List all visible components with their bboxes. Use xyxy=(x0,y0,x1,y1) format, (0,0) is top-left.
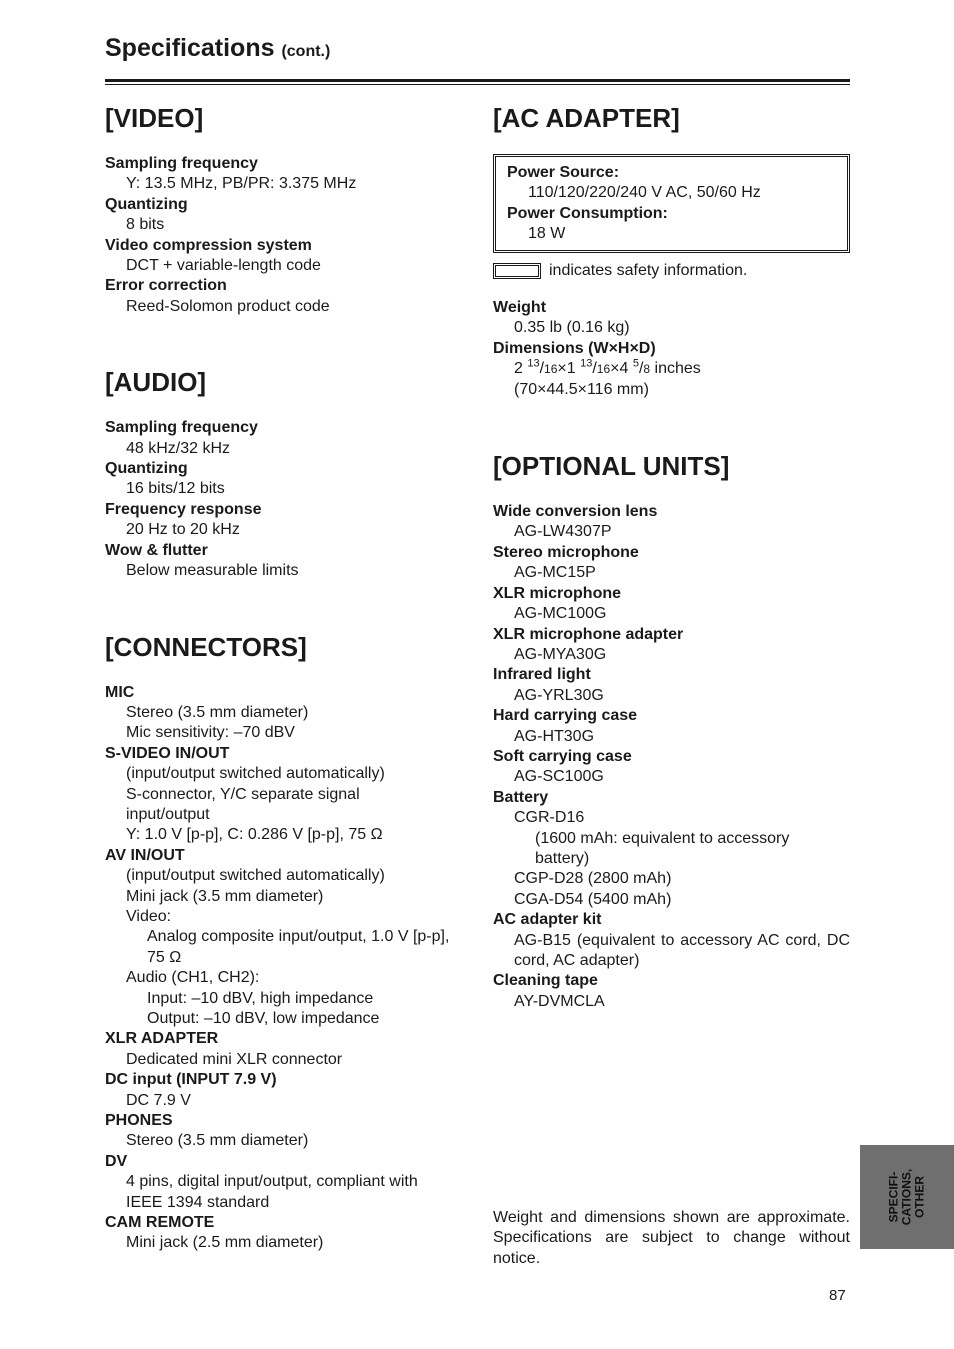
dim-h-num: 13 xyxy=(580,357,593,370)
spec-value: Stereo (3.5 mm diameter) xyxy=(126,703,309,721)
spec-value: IEEE 1394 standard xyxy=(126,1193,270,1211)
dim-h: 1 xyxy=(566,360,581,378)
spec-label: DC input (INPUT 7.9 V) xyxy=(105,1071,277,1089)
ac-adapter-heading: [AC ADAPTER] xyxy=(493,103,680,133)
tab-line: SPECIFI- xyxy=(886,1171,901,1223)
spec-value: Analog composite input/output, 1.0 V [p-p], xyxy=(147,928,450,946)
dim-w-num: 13 xyxy=(527,357,540,370)
spec-label: AV IN/OUT xyxy=(105,846,185,864)
spec-value: 8 bits xyxy=(126,216,165,234)
dim-h-den: 16 xyxy=(596,362,611,377)
spec-label: XLR microphone adapter xyxy=(493,625,684,643)
spec-sublabel: Audio (CH1, CH2): xyxy=(126,969,260,987)
spec-label: Battery xyxy=(493,788,549,806)
spec-value: AG-MC15P xyxy=(514,564,596,582)
footer-note: Weight and dimensions shown are approximate. Specifications are subject to change without notice. xyxy=(493,1209,850,1267)
safety-legend xyxy=(493,261,850,281)
spec-value: AG-B15 (equivalent to accessory AC cord, DC cord, AC adapter) xyxy=(514,931,850,969)
dim-w-den: 16 xyxy=(544,362,558,377)
spec-value: CGR-D16 xyxy=(514,809,585,827)
safety-box-frame xyxy=(493,154,850,253)
spec-label: Quantizing xyxy=(105,195,188,213)
spec-value: AG-YRL30G xyxy=(514,686,604,704)
spec-label: XLR microphone xyxy=(493,584,622,602)
header-cont: (cont.) xyxy=(281,43,331,60)
spec-label: Frequency response xyxy=(105,500,262,518)
spec-value: (input/output switched automatically) xyxy=(126,765,385,783)
dimensions-mm: (70×44.5×116 mm) xyxy=(514,380,649,398)
spec-value: AG-LW4307P xyxy=(514,523,612,541)
spec-value: 20 Hz to 20 kHz xyxy=(126,521,240,539)
spec-value: Mini jack (2.5 mm diameter) xyxy=(126,1234,324,1252)
spec-value: Reed-Solomon product code xyxy=(126,297,330,315)
spec-label: Sampling frequency xyxy=(105,155,258,172)
spec-value: Dedicated mini XLR connector xyxy=(126,1050,343,1068)
spec-value: 4 pins, digital input/output, compliant with xyxy=(126,1173,418,1191)
spec-value: DCT + variable-length code xyxy=(126,257,321,275)
left-column xyxy=(105,100,470,1254)
safety-box-icon xyxy=(493,263,541,279)
spec-label: DV xyxy=(105,1152,128,1170)
spec-label: Power Consumption: xyxy=(507,204,668,222)
spec-label: Stereo microphone xyxy=(493,543,639,561)
spec-label: Dimensions (W×H×D) xyxy=(493,339,656,357)
spec-value: (input/output switched automatically) xyxy=(126,867,385,885)
spec-value: Y: 1.0 V [p-p], C: 0.286 V [p-p], 75 Ω xyxy=(126,826,383,844)
spec-label: CAM REMOTE xyxy=(105,1214,215,1232)
spec-value: 0.35 lb (0.16 kg) xyxy=(514,319,630,337)
spec-value: 16 bits/12 bits xyxy=(126,480,225,498)
spec-label: Cleaning tape xyxy=(493,972,598,990)
spec-label: Soft carrying case xyxy=(493,747,632,765)
spec-value: 18 W xyxy=(528,225,566,243)
spec-label: Sampling frequency xyxy=(105,419,258,437)
spec-label: Wow & flutter xyxy=(105,541,208,559)
spec-label: S-VIDEO IN/OUT xyxy=(105,744,230,762)
spec-value: AG-SC100G xyxy=(514,768,604,786)
spec-value: input/output xyxy=(126,805,210,823)
tab-line: OTHER xyxy=(912,1176,927,1219)
audio-section xyxy=(105,418,470,581)
spec-value: 110/120/220/240 V AC, 50/60 Hz xyxy=(528,184,761,202)
dim-w: 2 xyxy=(514,360,528,378)
section-tab-label xyxy=(888,1169,927,1225)
page-header xyxy=(105,34,330,63)
spec-value: Y: 13.5 MHz, PB/PR: 3.375 MHz xyxy=(126,175,357,193)
spec-value: Mic sensitivity: –70 dBV xyxy=(126,724,295,742)
spec-value: CGA-D54 (5400 mAh) xyxy=(514,890,672,908)
video-section xyxy=(105,154,470,317)
spec-label: Power Source: xyxy=(507,164,620,181)
spec-value: Below measurable limits xyxy=(126,562,299,580)
spec-sublabel: Video: xyxy=(126,907,172,925)
spec-value: AG-MC100G xyxy=(514,605,607,623)
tab-line: CATIONS, xyxy=(899,1168,914,1226)
audio-heading: [AUDIO] xyxy=(105,367,207,398)
spec-label: Infrared light xyxy=(493,666,591,684)
header-title: Specifications xyxy=(105,34,275,62)
connectors-section xyxy=(105,683,470,1254)
connectors-heading: [CONNECTORS] xyxy=(105,631,307,662)
spec-label: MIC xyxy=(105,683,135,701)
spec-label: PHONES xyxy=(105,1112,173,1130)
optional-units-section xyxy=(493,502,850,1012)
spec-value: CGP-D28 (2800 mAh) xyxy=(514,870,672,888)
section-tab xyxy=(860,1145,954,1249)
dim-d-den: 8 xyxy=(643,362,651,377)
spec-value: Input: –10 dBV, high impedance xyxy=(147,989,374,1007)
spec-value: AG-MYA30G xyxy=(514,645,607,663)
spec-value: AY-DVMCLA xyxy=(514,992,605,1010)
dim-d-num: 5 xyxy=(632,357,639,370)
spec-value: Mini jack (3.5 mm diameter) xyxy=(126,887,324,905)
spec-label: Weight xyxy=(493,299,547,317)
spec-label: Wide conversion lens xyxy=(493,503,658,521)
spec-label: AC adapter kit xyxy=(493,911,602,929)
safety-note: indicates safety information. xyxy=(549,261,748,279)
video-heading: [VIDEO] xyxy=(105,103,204,133)
optional-units-heading: [OPTIONAL UNITS] xyxy=(493,451,730,482)
spec-value: 75 Ω xyxy=(147,948,182,966)
spec-label: Hard carrying case xyxy=(493,707,638,725)
spec-value: 48 kHz/32 kHz xyxy=(126,439,231,457)
dim-unit: inches xyxy=(650,360,701,378)
spec-label: Quantizing xyxy=(105,460,188,478)
spec-note: battery) xyxy=(535,849,590,867)
header-rule-thin xyxy=(105,84,850,85)
spec-label: XLR ADAPTER xyxy=(105,1030,219,1048)
spec-label: Video compression system xyxy=(105,236,312,254)
spec-note: (1600 mAh: equivalent to accessory xyxy=(535,829,790,847)
spec-value: Stereo (3.5 mm diameter) xyxy=(126,1132,309,1150)
spec-label: Error correction xyxy=(105,277,227,295)
spec-value: AG-HT30G xyxy=(514,727,595,745)
page-number: 87 xyxy=(829,1287,846,1304)
spec-value: DC 7.9 V xyxy=(126,1091,191,1109)
spec-value: Output: –10 dBV, low impedance xyxy=(147,1010,380,1027)
dim-d: 4 xyxy=(619,360,633,378)
right-column xyxy=(493,100,850,1012)
header-rule-thick xyxy=(105,79,850,82)
dimensions-inches: 2 $^{13}$/16×1 $^{13}$/16×4 $^5$/8 inches xyxy=(514,357,701,378)
spec-value: S-connector, Y/C separate signal xyxy=(126,785,360,803)
